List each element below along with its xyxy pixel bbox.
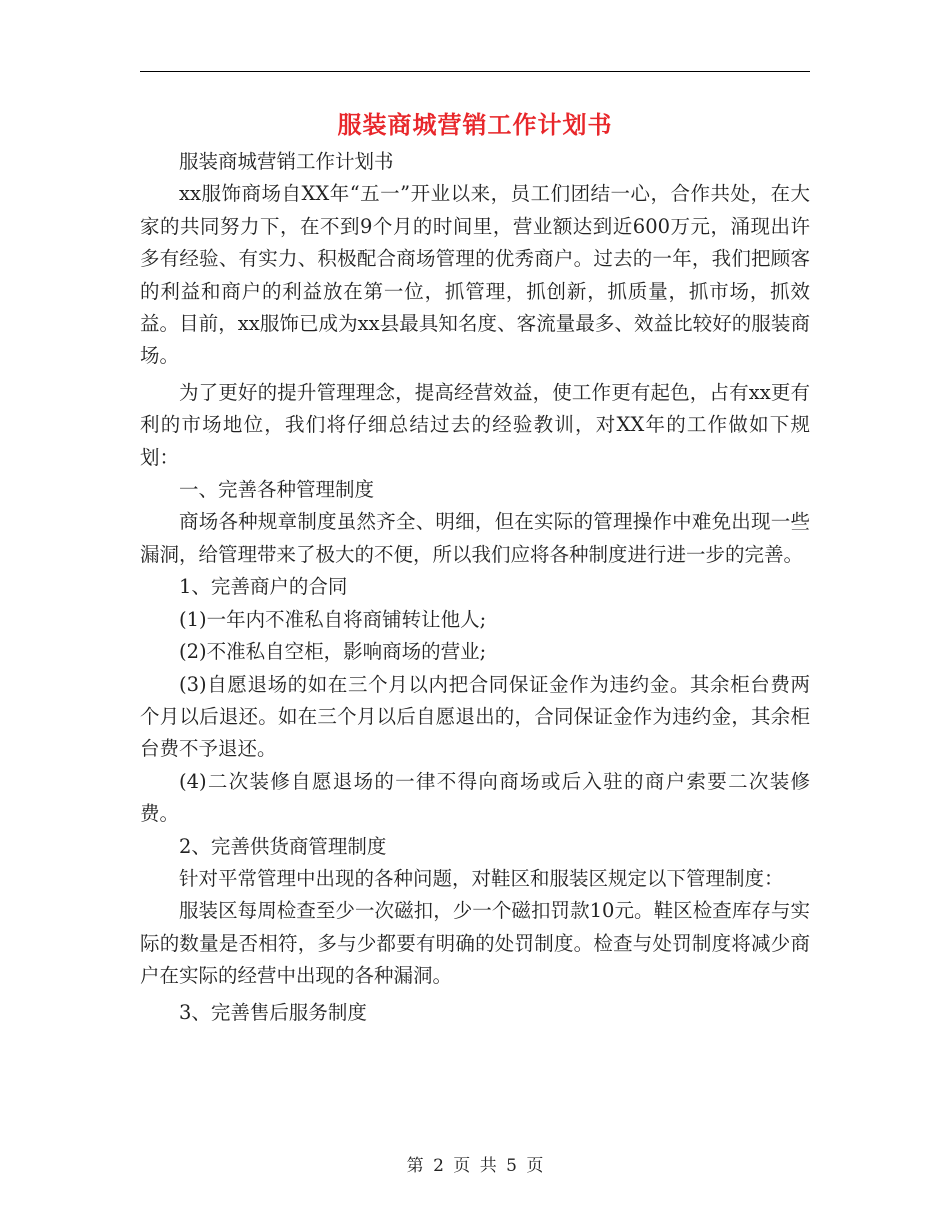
document-body: [140, 146, 810, 1029]
list-item-4: (4)二次装修自愿退场的一律不得向商场或后入驻的商户索要二次装修费。: [140, 769, 810, 826]
list-item-2: (2)不准私自空柜，影响商场的营业;: [179, 640, 487, 664]
list-item-3: (3)自愿退场的如在三个月以内把合同保证金作为违约金。其余柜台费两个月以后退还。如在三个月以后自愿退出的，合同保证金作为违约金，其余柜台费不予退还。: [140, 672, 810, 761]
subsection-heading-3: 3、完善售后服务制度: [179, 1000, 367, 1024]
section-heading-1: 一、完善各种管理制度: [179, 478, 375, 502]
list-item-1: (1)一年内不准私自将商铺转让他人;: [179, 607, 487, 631]
paragraph-subtitle: 服装商城营销工作计划书: [179, 150, 394, 173]
subsection-heading-2: 2、完善供货商管理制度: [179, 834, 387, 858]
subsection-heading-1: 1、完善商户的合同: [179, 575, 348, 599]
paragraph-inspection: 服装区每周检查至少一次磁扣，少一个磁扣罚款10元。鞋区检查库存与实际的数量是否相符，多与少都要有明确的处罚制度。检查与处罚制度将减少商户在实际的经营中出现的各种漏洞。: [140, 899, 810, 988]
paragraph-plan: 为了更好的提升管理理念，提高经营效益，使工作更有起色，占有xx更有利的市场地位，我们将仔细总结过去的经验教训，对XX年的工作做如下规划：: [140, 380, 810, 469]
page-footer: 第 2 页 共 5 页: [406, 1156, 544, 1176]
paragraph-rules: 商场各种规章制度虽然齐全、明细，但在实际的管理操作中难免出现一些漏洞，给管理带来了极大的不便，所以我们应将各种制度进行进一步的完善。: [140, 510, 810, 566]
paragraph-intro: xx服饰商场自XX年“五一”开业以来，员工们团结一心，合作共处，在大家的共同努力下，在不到9个月的时间里，营业额达到近600万元，涌现出许多有经验、有实力、积极配合商场管理的优秀商户。过去的一年，我们把顾客的利益和商户的利益放在第一位，抓管理，抓创新，抓质量，抓市场，抓效益。目前，xx服饰已成为xx县最具知名度、客流量最多、效益比较好的服装商场。: [140, 182, 810, 368]
paragraph-supplier: 针对平常管理中出现的各种问题，对鞋区和服装区规定以下管理制度：: [179, 866, 784, 890]
header-rule: [140, 71, 810, 72]
document-title: 服装商城营销工作计划书: [337, 111, 613, 139]
